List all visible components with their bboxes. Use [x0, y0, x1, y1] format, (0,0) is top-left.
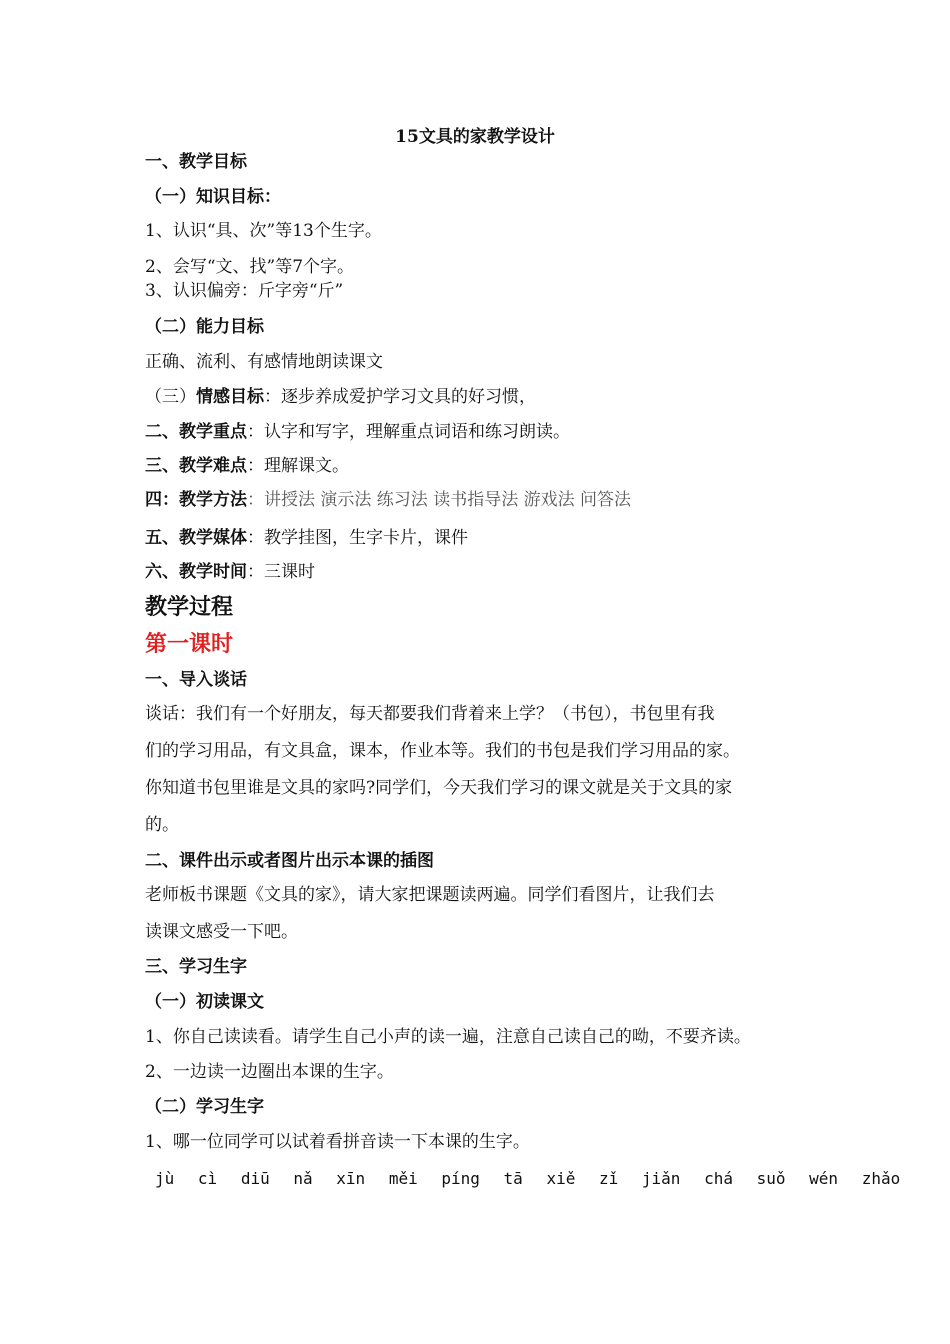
methods-label: 四：教学方法	[145, 490, 247, 510]
pinyin-syllable: zǐ	[598, 1169, 619, 1188]
media-label: 五、教学媒体	[145, 528, 247, 548]
pinyin-syllable: chá	[704, 1169, 733, 1188]
emotion-text: ：逐步养成爱护学习文具的好习惯，	[264, 387, 536, 407]
methods-line	[145, 489, 631, 511]
difficulty-text: ：理解课文。	[247, 456, 349, 476]
s1-line-1: 谈话：我们有一个好朋友，每天都要我们背着来上学？（书包），书包里有我	[145, 704, 715, 724]
s1-line-3: 你知道书包里谁是文具的家吗?同学们，今天我们学习的课文就是关于文具的家	[145, 778, 733, 798]
knowledge-item-2: 2、会写“文、找”等7个字。	[145, 257, 355, 277]
key-points-text: ：认字和写字，理解重点词语和练习朗读。	[247, 422, 570, 442]
pinyin-syllable: jiǎn	[641, 1169, 681, 1188]
knowledge-heading: （一）知识目标：	[145, 187, 281, 207]
pinyin-syllable: měi	[388, 1169, 418, 1188]
s3-sub1-item-1: 1、你自己读读看。请学生自己小声的读一遍，注意自己读自己的呦，不要齐读。	[145, 1027, 751, 1047]
s1-heading: 一、导入谈话	[145, 670, 247, 690]
pinyin-syllable: zhǎo	[861, 1169, 901, 1188]
ability-text: 正确、流利、有感情地朗读课文	[145, 352, 383, 372]
s1-line-4: 的。	[145, 815, 179, 835]
key-points-label: 二、教学重点	[145, 422, 247, 442]
pinyin-syllable: xiě	[546, 1169, 576, 1188]
media-text: ：教学挂图，生字卡片，课件	[247, 528, 468, 548]
pinyin-syllable: jù	[155, 1169, 175, 1188]
time-label: 六、教学时间	[145, 562, 247, 582]
document-title: 15文具的家教学设计	[395, 127, 555, 147]
pinyin-row	[155, 1168, 914, 1190]
s2-line-1: 老师板书课题《文具的家》，请大家把课题读两遍。同学们看图片，让我们去	[145, 885, 715, 905]
s1-line-2: 们的学习用品，有文具盒，课本，作业本等。我们的书包是我们学习用品的家。	[145, 741, 740, 761]
pinyin-syllable: nǎ	[293, 1169, 313, 1188]
pinyin-syllable: diū	[240, 1169, 270, 1188]
emotion-prefix: （三）	[145, 387, 196, 407]
pinyin-syllable: wén	[809, 1169, 839, 1188]
s2-heading: 二、课件出示或者图片出示本课的插图	[145, 851, 434, 871]
media-line	[145, 527, 468, 549]
pinyin-syllable: suǒ	[756, 1169, 786, 1188]
pinyin-syllable: tā	[503, 1169, 523, 1188]
emotion-line	[145, 386, 536, 408]
time-text: ：三课时	[247, 562, 315, 582]
time-line	[145, 561, 315, 583]
pinyin-syllable: cì	[197, 1169, 218, 1188]
methods-text: ：讲授法 演示法 练习法 读书指导法 游戏法 问答法	[247, 490, 632, 510]
s3-sub1-item-2: 2、一边读一边圈出本课的生字。	[145, 1062, 394, 1082]
s3-heading: 三、学习生字	[145, 957, 247, 977]
difficulty-line	[145, 455, 349, 477]
s3-sub2-item-1: 1、哪一位同学可以试着看拼音读一下本课的生字。	[145, 1132, 530, 1152]
s3-sub1-heading: （一）初读课文	[145, 992, 264, 1012]
s2-line-2: 读课文感受一下吧。	[145, 922, 298, 942]
lesson1-heading: 第一课时	[145, 631, 234, 657]
ability-heading: （二）能力目标	[145, 317, 264, 337]
difficulty-label: 三、教学难点	[145, 456, 247, 476]
pinyin-syllable: xīn	[336, 1169, 366, 1188]
objectives-heading: 一、教学目标	[145, 152, 247, 172]
key-points-line	[145, 421, 570, 443]
process-heading: 教学过程	[145, 594, 234, 620]
pinyin-syllable: píng	[441, 1169, 480, 1188]
s3-sub2-heading: （二）学习生字	[145, 1097, 264, 1117]
knowledge-item-3: 3、认识偏旁：斤字旁“斤”	[145, 281, 344, 301]
emotion-label: 情感目标	[196, 387, 264, 407]
knowledge-item-1: 1、认识“具、次”等13个生字。	[145, 221, 382, 241]
